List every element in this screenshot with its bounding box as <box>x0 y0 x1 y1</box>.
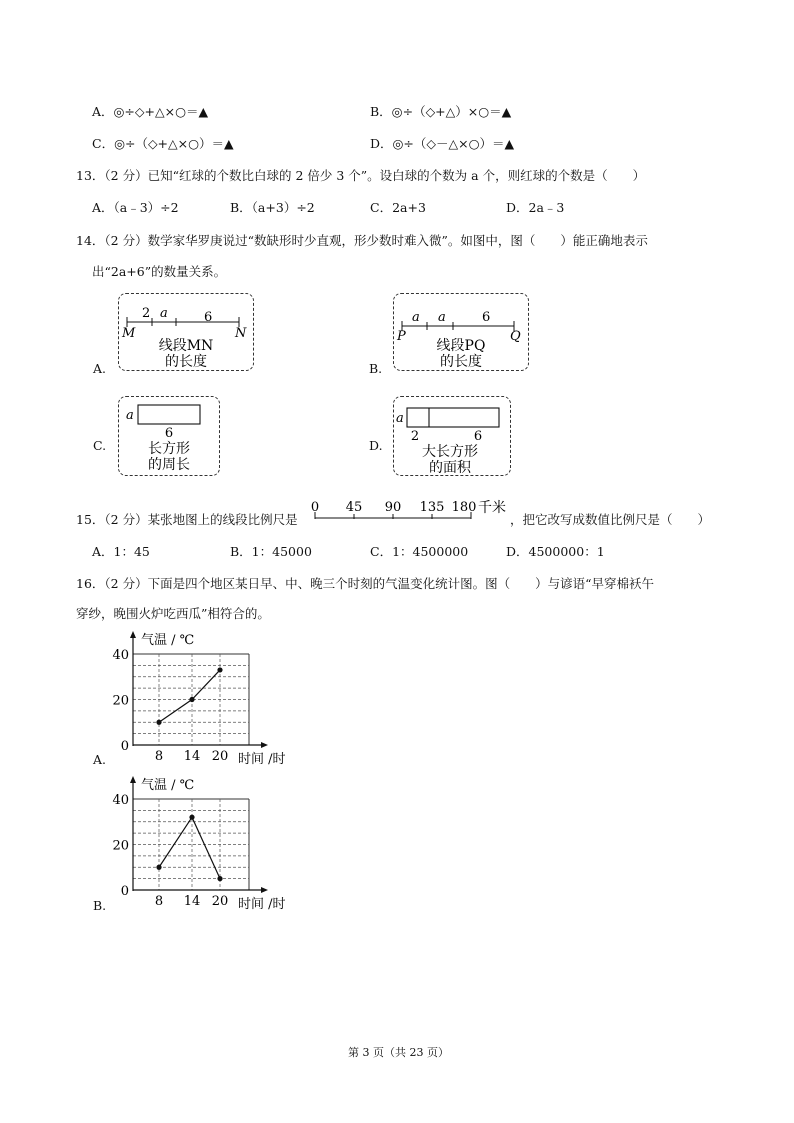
q15-stem-post: ，把它改写成数值比例尺是（ ） <box>510 512 711 527</box>
q14-label-a: A. <box>93 361 107 376</box>
q14-b-right: Q <box>510 329 521 344</box>
q12-option-b: B．◎÷（◇+△）×○＝▲ <box>370 104 512 119</box>
q12-option-c: C．◎÷（◇+△×○）＝▲ <box>92 136 234 151</box>
q14-d-side: a <box>396 411 404 426</box>
q14-d-bottom1: 2 <box>410 429 420 444</box>
q14-b-left: P <box>397 329 406 344</box>
q14-b-seg2: a <box>438 310 446 325</box>
chart-a-data-point <box>156 720 161 725</box>
q13-option-a: A．（a﹣3）÷2 <box>92 200 179 215</box>
q14-d-caption1: 大长方形 <box>422 444 478 460</box>
chart-b-data-point <box>156 865 161 870</box>
chart-a-ytick-label: 20 <box>112 693 129 709</box>
chart-b-ytick-label: 40 <box>112 793 129 808</box>
q14-a-caption2: 的长度 <box>165 354 207 370</box>
chart-b-x-arrow <box>261 887 268 893</box>
chart-b-grid <box>133 799 249 890</box>
q14-d-caption2: 的面积 <box>429 460 471 476</box>
q14-c-caption1: 长方形 <box>148 441 190 457</box>
q14-figure-b <box>393 293 529 371</box>
q14-c-side: a <box>126 408 134 423</box>
q16-label-b: B. <box>93 898 107 913</box>
chart-b-ytick-label: 20 <box>112 838 129 854</box>
q14-a-seg2: a <box>160 306 168 321</box>
q14-stem-line2: 出“2a+6”的数量关系。 <box>92 264 227 279</box>
q15-scale-unit: 千米 <box>478 500 506 516</box>
q14-figure-a <box>118 293 254 371</box>
chart-b-data-point <box>189 815 194 820</box>
q15-scale-tick-90: 90 <box>384 500 402 515</box>
q15-scale-bar <box>304 496 516 526</box>
q14-b-seg1: a <box>412 310 420 325</box>
q15-scale-tick-45: 45 <box>345 500 363 515</box>
chart-a-data-point <box>217 667 222 672</box>
q15-option-b: B．1：45000 <box>230 544 312 559</box>
chart-a-series-line <box>159 670 220 722</box>
q15-option-c: C．1：4500000 <box>370 544 469 559</box>
q12-option-a: A．◎÷◇+△×○＝▲ <box>92 104 209 119</box>
chart-b-ytick-label: 0 <box>120 884 129 899</box>
q14-label-c: C. <box>93 438 107 453</box>
chart-b-xtick-label: 20 <box>211 894 229 909</box>
q14-stem-line1: 14．（2 分）数学家华罗庚说过“数缺形时少直观，形少数时难入微”。如图中，图（ ）能正确地表示 <box>76 233 648 248</box>
page-footer: 第 3 页（共 23 页） <box>348 1046 449 1059</box>
chart-a-x-arrow <box>261 742 268 748</box>
q14-b-seg3: 6 <box>482 310 491 325</box>
chart-a-ytick-label: 40 <box>112 648 129 663</box>
q15-option-d: D．4500000：1 <box>506 544 605 559</box>
chart-a-y-arrow <box>130 631 136 638</box>
q14-a-right: N <box>235 326 247 341</box>
chart-a-xtick-label: 8 <box>154 749 164 764</box>
chart-b-y-arrow <box>130 776 136 783</box>
chart-b-xtick-label: 14 <box>183 894 201 909</box>
chart-b-series-line <box>159 817 220 878</box>
q15-scale-tick-135: 135 <box>419 500 445 515</box>
q16-label-a: A. <box>93 752 107 767</box>
q14-a-seg3: 6 <box>204 310 213 325</box>
q16-stem-line1: 16．（2 分）下面是四个地区某日早、中、晚三个时刻的气温变化统计图。图（ ）与谚语“早穿棉袄午 <box>76 576 654 591</box>
chart-a-xtick-label: 14 <box>183 749 201 764</box>
q12-option-d: D．◎÷（◇－△×○）＝▲ <box>370 136 515 151</box>
chart-a-xtick-label: 20 <box>211 749 229 764</box>
chart-b-data-point <box>217 876 222 881</box>
q14-label-d: D. <box>369 438 383 453</box>
q15-scale-tick-180: 180 <box>451 500 477 515</box>
q14-a-left: M <box>122 326 136 341</box>
q13-option-b: B．（a+3）÷2 <box>230 200 315 215</box>
q16-chart-a <box>110 628 300 768</box>
q14-c-bottom: 6 <box>164 426 174 441</box>
q14-b-caption1: 线段PQ <box>436 338 486 354</box>
q14-a-caption1: 线段MN <box>158 338 214 354</box>
chart-a-ylabel: 气温 / ℃ <box>141 633 195 648</box>
q13-option-c: C．2a+3 <box>370 200 426 215</box>
q15-stem-pre: 15．（2 分）某张地图上的线段比例尺是 <box>76 512 298 527</box>
q14-c-caption2: 的周长 <box>148 457 190 473</box>
q14-d-bottom2: 6 <box>473 429 483 444</box>
q14-a-seg1: 2 <box>142 306 151 321</box>
q16-chart-b <box>110 773 300 913</box>
chart-b-xlabel: 时间 /时 <box>238 897 286 912</box>
chart-b-ylabel: 气温 / ℃ <box>141 778 195 793</box>
chart-a-xlabel: 时间 /时 <box>238 752 286 767</box>
q16-stem-line2: 穿纱，晚围火炉吃西瓜”相符合的。 <box>76 606 270 621</box>
chart-b-xtick-label: 8 <box>154 894 164 909</box>
q14-label-b: B. <box>369 361 383 376</box>
q14-figure-d <box>393 396 511 476</box>
q13-option-d: D．2a﹣3 <box>506 200 565 215</box>
q13-stem: 13．（2 分）已知“红球的个数比白球的 2 倍少 3 个”。设白球的个数为 a 个，则红球的个数是（ ） <box>76 168 646 183</box>
q15-option-a: A．1：45 <box>92 544 150 559</box>
q15-scale-tick-0: 0 <box>310 500 320 515</box>
chart-a-data-point <box>189 697 194 702</box>
q14-b-caption2: 的长度 <box>440 354 482 370</box>
chart-a-ytick-label: 0 <box>120 739 129 754</box>
q14-figure-c <box>118 396 220 476</box>
